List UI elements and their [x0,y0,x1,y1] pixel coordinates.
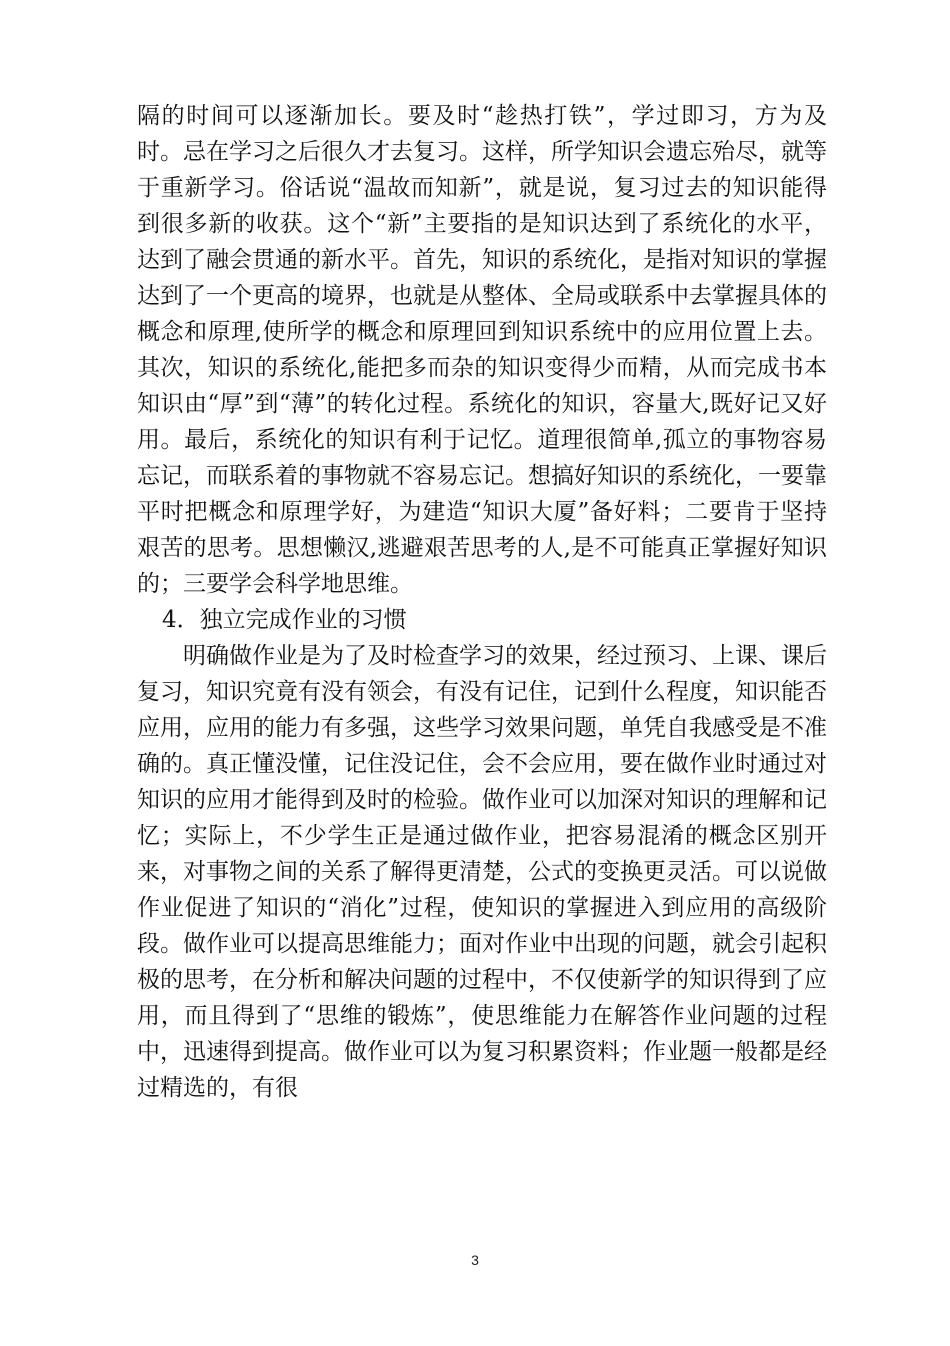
section-heading-homework: 4．独立完成作业的习惯 [162,607,407,633]
paragraph-review-habit: 隔的时间可以逐渐加长。要及时“趁热打铁”，学过即习，方为及时。忌在学习之后很久才去复习。这样，所学知识会遗忘殆尽，就等于重新学习。俗话说“温故而知新”，就是说，复习过去的知识能得到很多新的收获。这个“新”主要指的是知识达到了系统化的水平，达到了融会贯通的新水平。首先，知识的系统化，是指对知识的掌握达到了一个更高的境界，也就是从整体、全局或联系中去掌握具体的概念和原理,使所学的概念和原理回到知识系统中的应用位置上去。其次，知识的系统化,能把多而杂的知识变得少而精，从而完成书本知识由“厚”到“薄”的转化过程。系统化的知识，容量大,既好记又好用。最后，系统化的知识有利于记忆。道理很简单,孤立的事物容易忘记，而联系着的事物就不容易忘记。想搞好知识的系统化，一要靠平时把概念和原理学好，为建造“知识大厦”备好料；二要肯于坚持艰苦的思考。思想懒汉,逃避艰苦思考的人,是不可能真正掌握好知识的；三要学会科学地思维。 [137,103,827,597]
page-number: 3 [471,1252,479,1268]
page-body [137,98,827,1106]
paragraph-homework: 明确做作业是为了及时检查学习的效果，经过预习、上课、课后复习，知识究竟有没有领会，有没有记住，记到什么程度，知识能否应用，应用的能力有多强，这些学习效果问题，单凭自我感受是不准确的。真正懂没懂，记住没记住，会不会应用，要在做作业时通过对知识的应用才能得到及时的检验。做作业可以加深对知识的理解和记忆；实际上，不少学生正是通过做作业，把容易混淆的概念区别开来，对事物之间的关系了解得更清楚，公式的变换更灵活。可以说做作业促进了知识的“消化”过程，使知识的掌握进入到应用的高级阶段。做作业可以提高思维能力；面对作业中出现的问题，就会引起积极的思考，在分析和解决问题的过程中，不仅使新学的知识得到了应用，而且得到了“思维的锻炼”，使思维能力在解答作业问题的过程中，迅速得到提高。做作业可以为复习积累资料；作业题一般都是经过精选的，有很 [137,643,827,1101]
